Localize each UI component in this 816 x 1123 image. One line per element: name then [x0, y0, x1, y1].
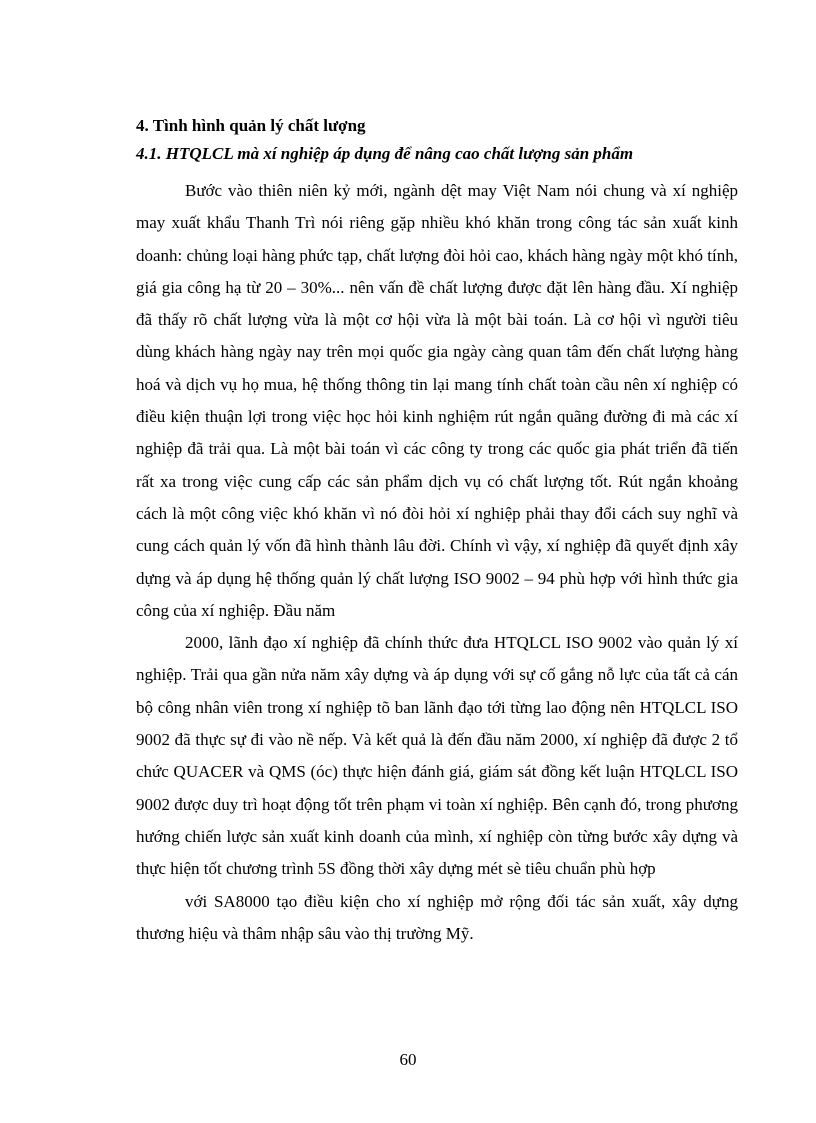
body-paragraph-2: 2000, lãnh đạo xí nghiệp đã chính thức đưa HTQLCL ISO 9002 vào quản lý xí nghiệp. Trải qua gần nửa năm xây dựng và áp dụng với sự cố gắng nỗ lực của tất cả cán bộ công nhân viên trong xí nghiệp tõ ban lãnh đạo tới từng lao động nên HTQLCL ISO 9002 đã thực sự đi vào nề nếp. Và kết quả là đến đầu năm 2000, xí nghiệp đã được 2 tổ chức QUACER và QMS (óc) thực hiện đánh giá, giám sát đồng kết luận HTQLCL ISO 9002 được duy trì hoạt động tốt trên phạm vi toàn xí nghiệp. Bên cạnh đó, trong phương hướng chiến lược sản xuất kinh doanh của mình, xí nghiệp còn từng bước xây dựng và thực hiện tốt chương trình 5S đồng thời xây dựng mét sè tiêu chuẩn phù hợp [136, 633, 738, 879]
body-paragraph-1: Bước vào thiên niên kỷ mới, ngành dệt may Việt Nam nói chung và xí nghiệp may xuất khẩu Thanh Trì nói riêng gặp nhiều khó khăn trong công tác sản xuất kinh doanh: chủng loại hàng phức tạp, chất lượng đòi hỏi cao, khách hàng ngày một khó tính, giá gia công hạ từ 20 – 30%... nên vấn đề chất lượng được đặt lên hàng đầu. Xí nghiệp đã thấy rõ chất lượng vừa là một cơ hội vừa là một bài toán. Là cơ hội vì người tiêu dùng khách hàng ngày nay trên mọi quốc gia ngày càng quan tâm đến chất lượng hàng hoá và dịch vụ họ mua, hệ thống thông tin lại mang tính chất toàn cầu nên xí nghiệp có điều kiện thuận lợi trong việc học hỏi kinh nghiệm rút ngắn quãng đường đi mà các xí nghiệp đã trải qua. Là một bài toán vì các công ty trong các quốc gia phát triển đã tiến rất xa trong việc cung cấp các sản phẩm dịch vụ có chất lượng tốt. Rút ngắn khoảng cách là một công việc khó khăn vì nó đòi hỏi xí nghiệp phải thay đổi cách suy nghĩ và cung cách quản lý vốn đã hình thành lâu đời. Chính vì vậy, xí nghiệp đã quyết định xây dựng và áp dụng hệ thống quản lý chất lượng ISO 9002 – 94 phù hợp với hình thức gia công của xí nghiệp. Đầu năm [136, 181, 738, 620]
document-page [136, 112, 738, 950]
subsection-heading: 4.1. HTQLCL mà xí nghiệp áp dụng để nâng cao chất lượng sản phẩm [136, 144, 634, 163]
page-number: 60 [399, 1050, 417, 1069]
section-heading: 4. Tình hình quản lý chất lượng [136, 116, 366, 135]
body-paragraph-3: với SA8000 tạo điều kiện cho xí nghiệp mở rộng đối tác sản xuất, xây dựng thương hiệu và thâm nhập sâu vào thị trường Mỹ. [136, 891, 738, 943]
